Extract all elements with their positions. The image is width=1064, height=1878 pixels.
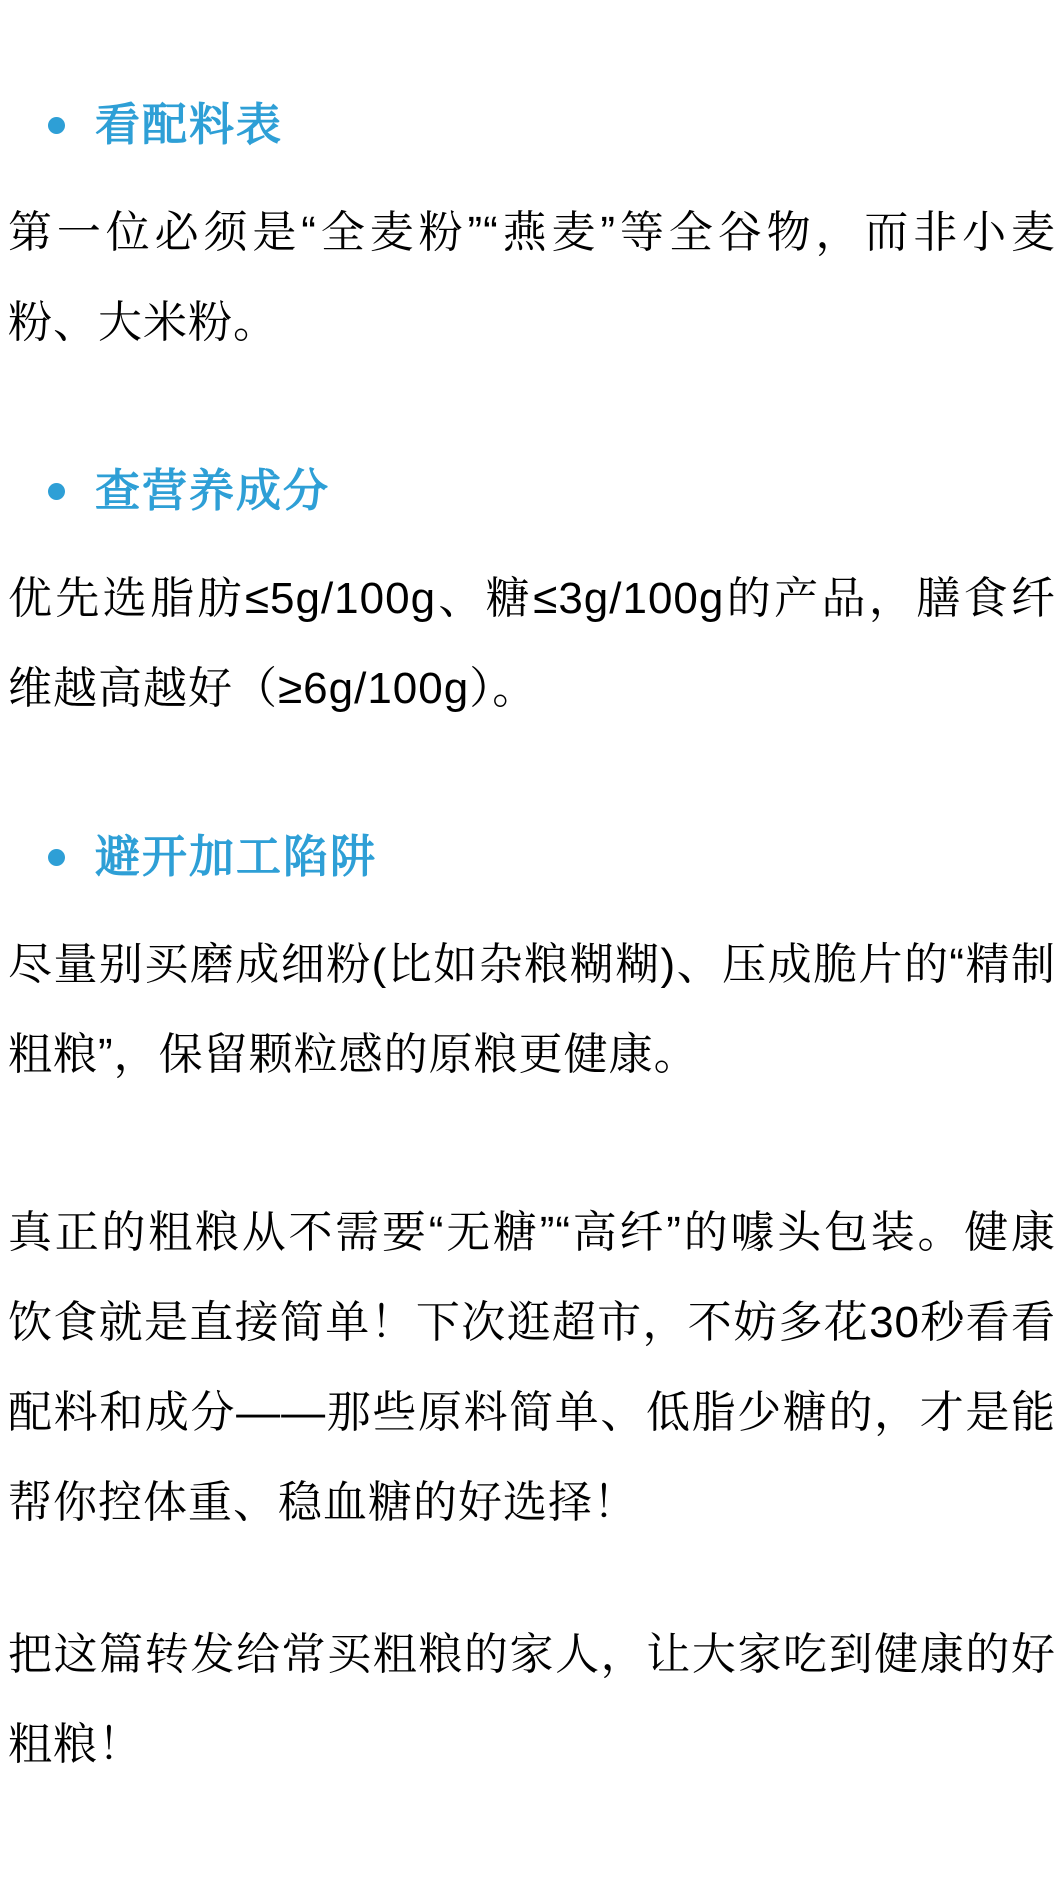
section-heading [48,90,1056,160]
bullet-icon [48,849,65,866]
section-heading [48,456,1056,526]
closing-paragraph-share: 把这篇转发给常买粗粮的家人，让大家吃到健康的好粗粮！ [8,1630,1056,1769]
section-body-text: 尽量别买磨成细粉(比如杂粮糊糊)、压成脆片的“精制粗粮”，保留颗粒感的原粮更健康。 [8,940,1056,1079]
section-heading-label: 看配料表 [95,99,284,150]
section-heading-label: 避开加工陷阱 [95,831,378,882]
section-heading-label: 查营养成分 [95,465,331,516]
tip-section-ingredient-list [8,90,1056,368]
tip-section-processing-traps [8,822,1056,1100]
bullet-icon [48,483,65,500]
section-heading [48,822,1056,892]
section-body-text: 优先选脂肪≤5g/100g、糖≤3g/100g的产品，膳食纤维越高越好（≥6g/100g）。 [8,574,1056,713]
bullet-icon [48,117,65,134]
closing-paragraph-summary: 真正的粗粮从不需要“无糖”“高纤”的噱头包装。健康饮食就是直接简单！下次逛超市，不妨多花30秒看看配料和成分——那些原料简单、低脂少糖的，才是能帮你控体重、稳血糖的好选择！ [8,1208,1056,1527]
tip-section-nutrition-facts [8,456,1056,734]
section-body-text: 第一位必须是“全麦粉”“燕麦”等全谷物，而非小麦粉、大米粉。 [8,208,1056,347]
